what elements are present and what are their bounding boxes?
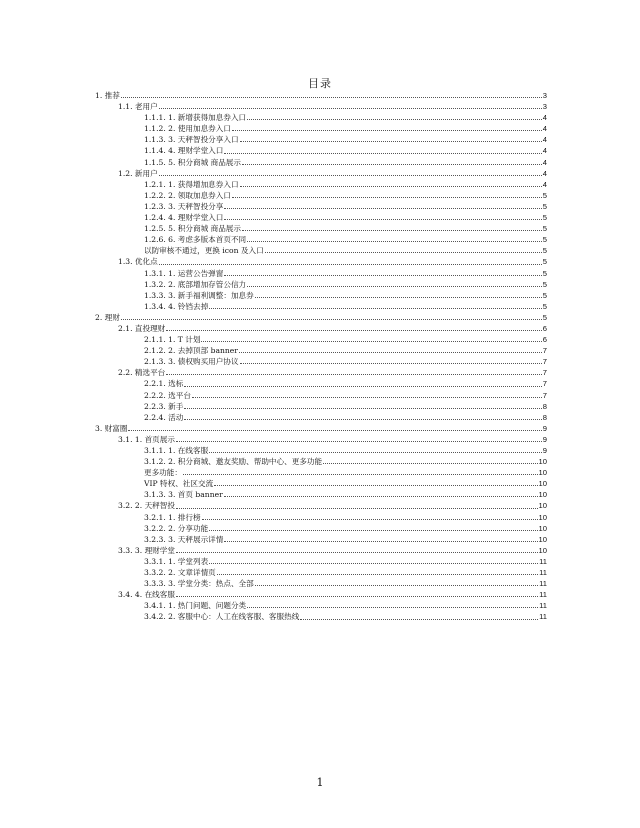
toc-entry-label: 3.2.3. 3. 天秤展示详情 xyxy=(144,534,224,544)
toc-entry-page: 4 xyxy=(542,146,547,156)
dot-leader xyxy=(184,408,541,409)
toc-entry[interactable] xyxy=(95,401,547,412)
toc-entry-page: 7 xyxy=(542,368,547,378)
dot-leader xyxy=(247,241,542,242)
toc-entry-label: 2. 理财 xyxy=(95,312,120,322)
toc-entry-page: 5 xyxy=(542,257,547,267)
dot-leader xyxy=(255,297,542,298)
toc-entry-label: 2.2.2. 选平台 xyxy=(144,390,191,400)
toc-entry-page: 5 xyxy=(542,201,547,211)
toc-entry[interactable] xyxy=(95,190,547,201)
toc-entry-label: 3.3.3. 3. 学堂分类：热点、全部 xyxy=(144,579,254,589)
toc-entry-label: 3.3. 3. 理财学堂 xyxy=(118,545,175,555)
toc-entry-label: 3.4. 4. 在线客服 xyxy=(118,590,175,600)
dot-leader xyxy=(184,419,541,420)
dot-leader xyxy=(183,474,538,475)
dot-leader xyxy=(247,286,542,287)
toc-entry-page: 11 xyxy=(539,556,547,566)
toc-entry-label: 1.2.1. 1. 获得增加息券入口 xyxy=(144,179,239,189)
toc-entry-page: 5 xyxy=(542,290,547,300)
toc-entry-page: 4 xyxy=(542,113,547,123)
toc-entry-label: 2.2.4. 活动 xyxy=(144,412,184,422)
dot-leader xyxy=(176,552,538,553)
dot-leader xyxy=(240,363,542,364)
toc-entry-page: 11 xyxy=(539,601,547,611)
toc-entry-label: VIP 特权、社区交流 xyxy=(144,479,214,489)
toc-entry-page: 5 xyxy=(542,246,547,256)
toc-entry-page: 5 xyxy=(542,312,547,322)
toc-entry-page: 4 xyxy=(542,179,547,189)
toc-entry-page: 10 xyxy=(538,501,547,511)
toc-entry[interactable] xyxy=(95,545,547,556)
toc-entry-label: 2.1.3. 3. 债权购买用户协议 xyxy=(144,357,239,367)
toc-entry-page: 8 xyxy=(542,412,547,422)
toc-entry-label: 2.2.1. 选标 xyxy=(144,379,184,389)
toc-entry[interactable] xyxy=(95,578,547,589)
toc-entry[interactable] xyxy=(95,478,547,489)
toc-entry-label: 1. 推荐 xyxy=(95,91,120,100)
dot-leader xyxy=(239,352,542,353)
toc-entry-page: 7 xyxy=(542,346,547,356)
toc-entry[interactable] xyxy=(95,456,547,467)
toc-entry[interactable] xyxy=(95,412,547,423)
page-number: 1 xyxy=(316,776,324,789)
toc-entry-page: 10 xyxy=(538,534,547,544)
toc-entry-label: 1.3.3. 3. 新手福利调整：加息券 xyxy=(144,290,254,300)
toc-entry-page: 10 xyxy=(538,523,547,533)
toc-entry-page: 10 xyxy=(538,457,547,467)
dot-leader xyxy=(159,264,542,265)
toc-entry[interactable] xyxy=(95,323,547,334)
toc-entry-page: 11 xyxy=(539,579,547,589)
toc-entry-label: 1.2.5. 5. 积分商城 商品展示 xyxy=(144,224,241,234)
toc-entry[interactable] xyxy=(95,589,547,600)
dot-leader xyxy=(166,374,541,375)
dot-leader xyxy=(209,452,542,453)
toc-entry-label: 1.1.3. 3. 天秤智投分享入口 xyxy=(144,135,239,145)
toc-entry-label: 1.3. 优化点 xyxy=(118,257,158,267)
toc-entry-label: 3.1.2. 2. 积分商城、邀友奖励、帮助中心、更多功能 xyxy=(144,457,323,467)
toc-entry-label: 3. 财富圈 xyxy=(95,423,128,433)
toc-entry-label: 2.1.2. 2. 去掉顶部 banner xyxy=(144,346,238,356)
toc-entry-label: 1.2.4. 4. 理财学堂入口 xyxy=(144,213,224,223)
toc-entry-page: 9 xyxy=(542,446,547,455)
dot-leader xyxy=(255,585,538,586)
dot-leader xyxy=(224,275,541,276)
toc-entry-label: 2.2. 精选平台 xyxy=(118,368,166,378)
toc-entry[interactable] xyxy=(95,179,547,190)
dot-leader xyxy=(232,130,542,131)
toc-entry-page: 6 xyxy=(542,335,547,345)
toc-entry-page: 9 xyxy=(542,423,547,433)
toc-entry[interactable] xyxy=(95,434,547,445)
toc-entry[interactable] xyxy=(95,312,547,323)
toc-entry-label: 3.2.1. 1. 排行榜 xyxy=(144,512,201,522)
toc-entry[interactable] xyxy=(95,423,547,434)
toc-entry[interactable] xyxy=(95,301,547,312)
toc-entry[interactable] xyxy=(95,445,547,456)
dot-leader xyxy=(224,496,538,497)
toc-entry-page: 7 xyxy=(542,390,547,400)
toc-entry[interactable] xyxy=(95,223,547,234)
toc-entry-page: 7 xyxy=(542,379,547,389)
toc-entry[interactable] xyxy=(95,523,547,534)
toc-entry[interactable] xyxy=(95,90,547,101)
toc-entry[interactable] xyxy=(95,279,547,290)
toc-entry-page: 5 xyxy=(542,268,547,278)
toc-entry[interactable] xyxy=(95,390,547,401)
toc-entry-label: 3.3.1. 1. 学堂列表 xyxy=(144,556,209,566)
toc-entry-page: 5 xyxy=(542,301,547,311)
toc-entry-page: 4 xyxy=(542,168,547,178)
toc-entry-label: 3.1. 1. 首页展示 xyxy=(118,434,175,444)
dot-leader xyxy=(209,563,538,564)
toc-entry[interactable] xyxy=(95,556,547,567)
dot-leader xyxy=(184,386,541,387)
toc-entry-label: 1.3.4. 4. 铃铛去掉 xyxy=(144,301,209,311)
dot-leader xyxy=(217,574,538,575)
toc-entry-page: 4 xyxy=(542,135,547,145)
toc-entry-page: 10 xyxy=(538,512,547,522)
toc-entry-label: 2.1.1. 1. T 计划 xyxy=(144,335,201,345)
toc-entry[interactable] xyxy=(95,268,547,279)
dot-leader xyxy=(224,208,541,209)
dot-leader xyxy=(300,619,538,620)
toc-entry-label: 1.3.1. 1. 运营公告弹窗 xyxy=(144,268,224,278)
toc-entry-page: 3 xyxy=(542,102,547,112)
toc-entry[interactable] xyxy=(95,600,547,611)
toc-entry-label: 1.1.5. 5. 积分商城 商品展示 xyxy=(144,157,241,167)
toc-entry-page: 4 xyxy=(542,124,547,134)
toc-entry-page: 11 xyxy=(539,612,547,622)
toc-entry-label: 1.1. 老用户 xyxy=(118,102,158,112)
toc-entry-page: 5 xyxy=(542,235,547,245)
dot-leader xyxy=(224,541,537,542)
toc-entry-page: 10 xyxy=(538,468,547,478)
toc-entry-label: 2.1. 直投理财 xyxy=(118,323,166,333)
toc-entry[interactable] xyxy=(95,212,547,223)
dot-leader xyxy=(224,219,541,220)
toc-entry[interactable] xyxy=(95,290,547,301)
toc-entry-page: 5 xyxy=(542,279,547,289)
toc-entry-label: 更多功能： xyxy=(144,468,182,478)
toc-entry-page: 11 xyxy=(539,590,547,600)
toc-entry[interactable] xyxy=(95,168,547,179)
toc-entry-label: 1.1.1. 1. 新增获得加息券入口 xyxy=(144,113,247,123)
toc-entry[interactable] xyxy=(95,145,547,156)
toc-entry[interactable] xyxy=(95,467,547,478)
toc-entry[interactable] xyxy=(95,157,547,168)
dot-leader xyxy=(247,119,542,120)
toc-entry-label: 1.2. 新用户 xyxy=(118,168,158,178)
dot-leader xyxy=(242,230,542,231)
dot-leader xyxy=(209,308,542,309)
dot-leader xyxy=(176,441,542,442)
toc-entry-page: 10 xyxy=(538,479,547,489)
dot-leader xyxy=(232,197,542,198)
toc-entry[interactable] xyxy=(95,534,547,545)
toc-entry-page: 11 xyxy=(539,568,547,578)
toc-entry-label: 1.2.3. 3. 天秤智投分享 xyxy=(144,201,224,211)
toc-entry[interactable] xyxy=(95,567,547,578)
toc-entry-page: 10 xyxy=(538,490,547,500)
dot-leader xyxy=(242,164,542,165)
dot-leader xyxy=(202,519,538,520)
toc-entry[interactable] xyxy=(95,367,547,378)
toc-entry-page: 5 xyxy=(542,224,547,234)
toc-entry[interactable] xyxy=(95,611,547,622)
dot-leader xyxy=(176,596,538,597)
toc-entry[interactable] xyxy=(95,378,547,389)
toc-entry-label: 3.4.2. 2. 客服中心：人工在线客服、客服热线 xyxy=(144,612,300,622)
dot-leader xyxy=(240,186,542,187)
toc-entry-page: 3 xyxy=(542,91,547,100)
dot-leader xyxy=(121,97,542,98)
table-of-contents xyxy=(95,90,547,623)
toc-entry[interactable] xyxy=(95,201,547,212)
toc-entry-page: 9 xyxy=(542,434,547,444)
dot-leader xyxy=(159,108,542,109)
dot-leader xyxy=(209,530,537,531)
dot-leader xyxy=(121,319,542,320)
toc-entry[interactable] xyxy=(95,101,547,112)
toc-entry[interactable] xyxy=(95,123,547,134)
toc-entry-label: 3.2. 2. 天秤智投 xyxy=(118,501,175,511)
toc-entry-page: 4 xyxy=(542,157,547,167)
toc-entry-page: 7 xyxy=(542,357,547,367)
toc-entry-label: 1.1.2. 2. 使用加息券入口 xyxy=(144,124,231,134)
toc-entry-label: 1.2.2. 2. 领取加息券入口 xyxy=(144,190,231,200)
toc-entry[interactable] xyxy=(95,256,547,267)
toc-entry-label: 3.3.2. 2. 文章详情页 xyxy=(144,568,216,578)
toc-entry[interactable] xyxy=(95,345,547,356)
dot-leader xyxy=(240,141,542,142)
toc-entry-label: 3.1.1. 1. 在线客服 xyxy=(144,446,209,455)
toc-entry[interactable] xyxy=(95,500,547,511)
toc-entry-label: 3.4.1. 1. 热门问题、问题分类 xyxy=(144,601,247,611)
toc-entry-page: 6 xyxy=(542,323,547,333)
toc-entry[interactable] xyxy=(95,234,547,245)
toc-entry[interactable] xyxy=(95,489,547,500)
dot-leader xyxy=(247,607,538,608)
toc-entry-label: 2.2.3. 新手 xyxy=(144,401,184,411)
toc-entry-page: 5 xyxy=(542,213,547,223)
toc-entry-page: 5 xyxy=(542,190,547,200)
toc-title: 目录 xyxy=(308,77,332,90)
dot-leader xyxy=(323,463,537,464)
dot-leader xyxy=(128,430,541,431)
dot-leader xyxy=(214,485,537,486)
toc-entry-label: 1.3.2. 2. 底部增加存管公信力 xyxy=(144,279,247,289)
dot-leader xyxy=(159,175,542,176)
toc-entry-label: 1.1.4. 4. 理财学堂入口 xyxy=(144,146,224,156)
toc-entry[interactable] xyxy=(95,112,547,123)
dot-leader xyxy=(201,341,541,342)
toc-entry[interactable] xyxy=(95,334,547,345)
toc-entry-label: 3.2.2. 2. 分享功能 xyxy=(144,523,209,533)
toc-entry-page: 8 xyxy=(542,401,547,411)
toc-entry-label: 3.1.3. 3. 首页 banner xyxy=(144,490,223,500)
dot-leader xyxy=(192,397,542,398)
toc-entry[interactable] xyxy=(95,134,547,145)
dot-leader xyxy=(176,508,538,509)
toc-entry[interactable] xyxy=(95,512,547,523)
toc-entry-label: 1.2.6. 6. 考虑多版本首页不同 xyxy=(144,235,247,245)
dot-leader xyxy=(166,330,541,331)
dot-leader xyxy=(224,153,541,154)
toc-entry[interactable] xyxy=(95,356,547,367)
toc-entry[interactable] xyxy=(95,245,547,256)
dot-leader xyxy=(265,252,542,253)
toc-entry-page: 10 xyxy=(538,545,547,555)
toc-entry-label: 以防审核不通过，更换 icon 及入口 xyxy=(144,246,264,256)
